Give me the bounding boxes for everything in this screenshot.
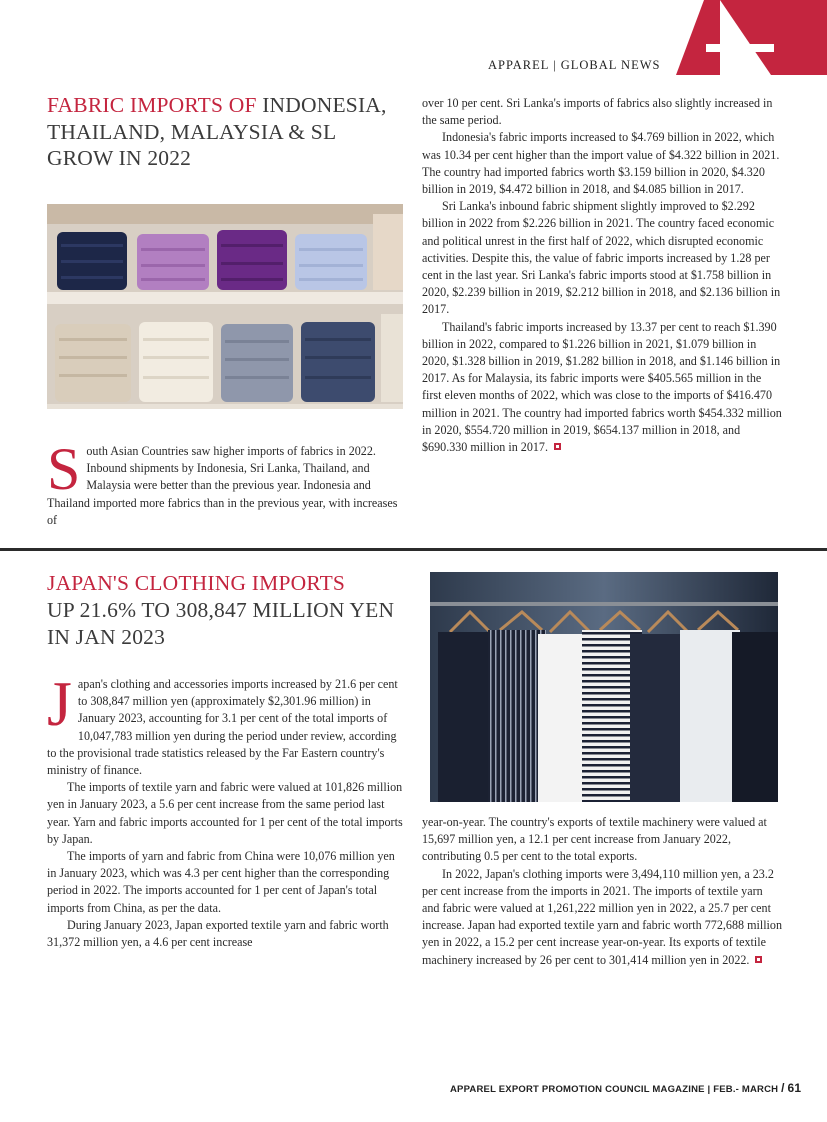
article1-col2-para2: Indonesia's fabric imports increased to $4.769 billion in 2022, which was 10.34 per cent higher than the import value of $4.322 billion in 2021. The country had imported fabrics worth $3.159 billion in 2020, $4.320 billion in 2019, $4.472 billion in 2018, and $4.085 billion in 2017. bbox=[422, 130, 780, 197]
article2-col1-para4: During January 2023, Japan exported textile yarn and fabric worth 31,372 million yen, a 4.6 per cent increase bbox=[47, 917, 389, 950]
article2-headline-red: JAPAN'S CLOTHING IMPORTS bbox=[47, 571, 346, 595]
footer-slash: / bbox=[781, 1081, 785, 1095]
article2-col2-para1: year-on-year. The country's exports of textile machinery were valued at 15,697 million yen, a 12.1 per cent increase from January 2022, contributing 0.5 per cent to the total exports. bbox=[422, 815, 767, 864]
article1-col1 bbox=[47, 436, 403, 529]
end-of-article-icon bbox=[755, 956, 762, 963]
knitwear-shelf-image bbox=[47, 204, 403, 409]
page-footer bbox=[450, 1081, 801, 1095]
section-label: APPAREL | GLOBAL NEWS bbox=[488, 58, 661, 72]
section-divider bbox=[0, 548, 827, 551]
clothing-rack-image bbox=[430, 572, 778, 802]
article1-col2-para1: over 10 per cent. Sri Lanka's imports of fabrics also slightly increased in the same period. bbox=[422, 96, 773, 128]
magazine-name: APPAREL EXPORT PROMOTION COUNCIL MAGAZINE | FEB.- MARCH bbox=[450, 1084, 779, 1095]
magazine-logo bbox=[676, 0, 827, 75]
article2-headline bbox=[47, 570, 412, 651]
article2-headline-rest: UP 21.6% TO 308,847 MILLION YEN IN JAN 2023 bbox=[47, 598, 395, 649]
article2-col2 bbox=[422, 814, 782, 969]
article1-col2-para3: Sri Lanka's inbound fabric shipment slightly improved to $2.292 billion in 2022 from $2.226 billion in 2021. The country faced economic and political unrest in the first half of 2022, which disrupted economic activities. Despite this, the value of fabric imports increased by 1.28 per cent in the last year. Sri Lanka's fabric imports stood at $1.758 billion in 2020, $2.239 billion in 2019, $2.212 billion in 2018, and $2.136 billion in 2017. bbox=[422, 199, 781, 317]
article1-col2-para4: Thailand's fabric imports increased by 13.37 per cent to reach $1.390 billion in 2022, compared to $1.226 billion in 2021, $1.079 billion in 2020, $1.328 billion in 2019, $1.282 billion in 2018, and $1.146 billion in 2017. As for Malaysia, its fabric imports were $405.565 million in the first eleven months of 2022, which was close to the imports of $416.470 million in 2021. The country had imported fabrics worth $454.332 million in 2020, $554.720 million in 2019, $654.137 million in 2018, and $690.330 million in 2017. bbox=[422, 319, 782, 455]
article2-col1-para1: apan's clothing and accessories imports increased by 21.6 per cent to 308,847 million yen (approximately $2,301.96 million) in January 2023, accounting for 3.1 per cent of the total imports of 10,047,783 million yen during the period under review, according to the provisional trade statistics released by the Far Eastern country's ministry of finance. bbox=[47, 677, 398, 778]
page-number: 61 bbox=[787, 1081, 802, 1095]
end-of-article-icon bbox=[554, 443, 561, 450]
article2-dropcap: J bbox=[47, 668, 72, 739]
article2-col1 bbox=[47, 668, 403, 951]
article1-headline bbox=[47, 92, 392, 172]
article2-col1-para2: The imports of textile yarn and fabric were valued at 101,826 million yen in January 2023, a 5.6 per cent increase from the same period last year. Yarn and fabric imports accounted for 1 per cent of the total imports by Japan. bbox=[47, 780, 403, 846]
article1-col2 bbox=[422, 95, 782, 456]
article2-col2-para2: In 2022, Japan's clothing imports were 3,494,110 million yen, a 23.2 per cent increase from the imports in 2021. The imports of textile yarn and fabric were valued at 1,261,222 million yen in 2022, a 25.7 per cent increase. Japan had exported textile yarn and fabric worth 772,688 million yen in 2022, a 15.2 per cent increase year-on-year. Its exports of textile machinery increased by 26 per cent to 301,414 million yen in 2022. bbox=[422, 866, 783, 967]
article1-dropcap: S bbox=[47, 436, 81, 502]
article2-col1-para3: The imports of yarn and fabric from China were 10,076 million yen in January 2023, which was 4.3 per cent higher than the corresponding period in 2022. The imports accounted for 1 per cent of Japan's total imports from China, as per the data. bbox=[47, 849, 395, 915]
article1-col1-para1: outh Asian Countries saw higher imports of fabrics in 2022. Inbound shipments by Indonesia, Sri Lanka, Thailand, and Malaysia were better than the previous year. Indonesia and Thailand imported more fabrics than in the previous year, with increases of bbox=[47, 444, 398, 527]
article1-headline-rest: INDONESIA, THAILAND, MALAYSIA & SL GROW IN 2022 bbox=[47, 93, 387, 170]
article1-headline-red: FABRIC IMPORTS OF bbox=[47, 93, 257, 117]
